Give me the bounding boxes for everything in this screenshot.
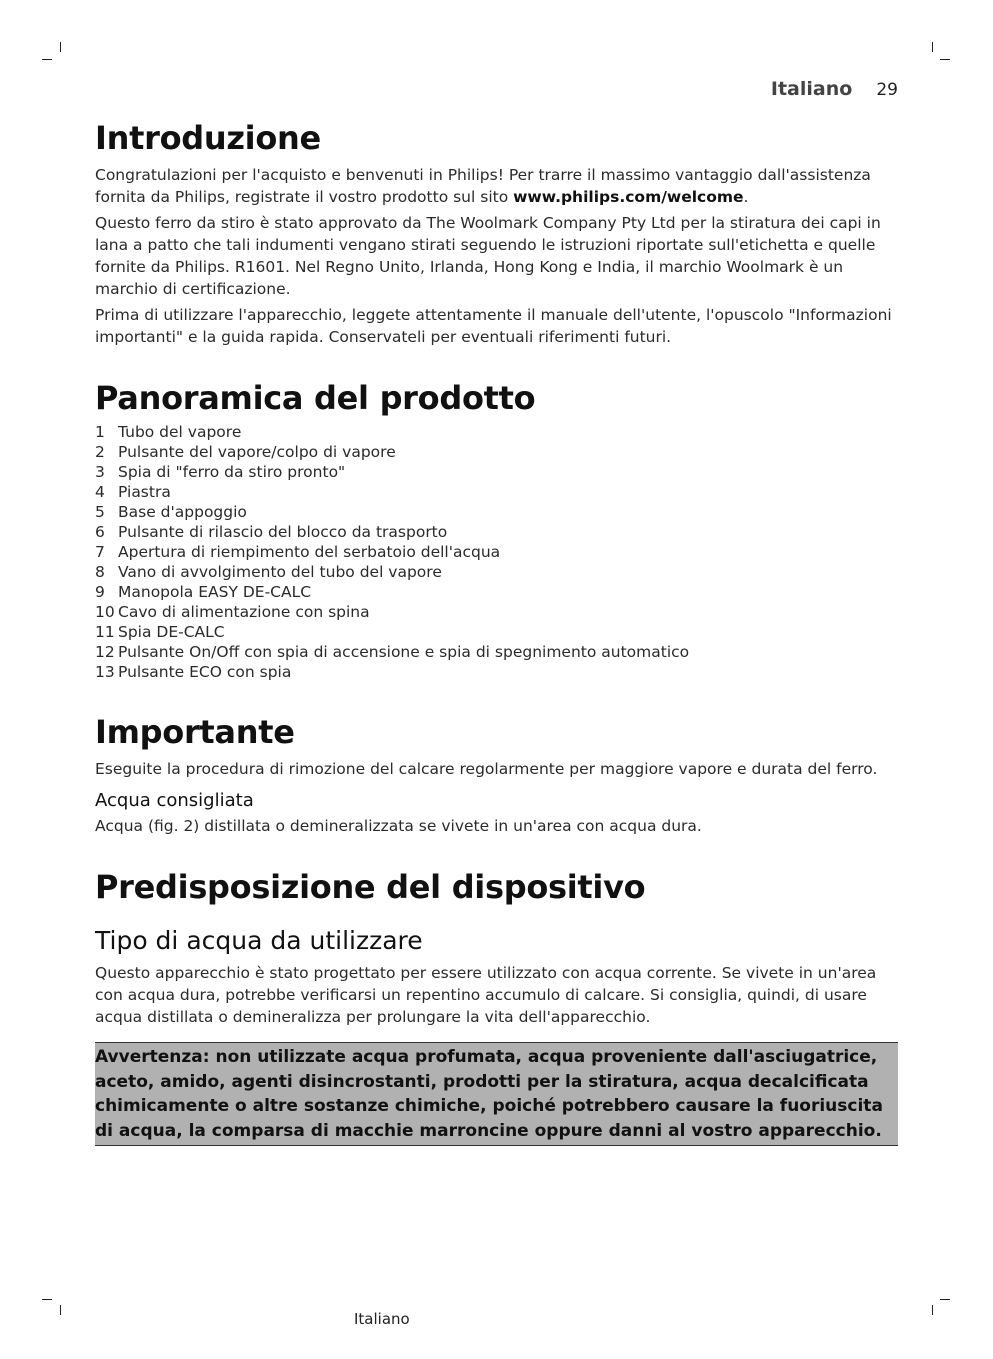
overview-item-label: Vano di avvolgimento del tubo del vapore	[118, 563, 442, 581]
section-important	[95, 712, 898, 837]
warning-box: Avvertenza: non utilizzate acqua profumata, acqua proveniente dall'asciugatrice, aceto, amido, agenti disincrostanti, prodotti per la stiratura, acqua decalcificata chimicamente o altre sostanze chimiche, poiché potrebbero causare la fuoriuscita di acqua, la comparsa di macchie marroncine oppure danni al vostro apparecchio.	[95, 1042, 898, 1146]
recommended-water-paragraph: Acqua (fig. 2) distillata o demineralizzata se vivete in un'area con acqua dura.	[95, 817, 702, 835]
water-type-paragraph: Questo apparecchio è stato progettato per essere utilizzato con acqua corrente. Se vivete in un'area con acqua dura, potrebbe verificarsi un repentino accumulo di calcare. Si consiglia, quindi, di usare acqua distillata o demineralizza per prolungare la vita dell'apparecchio.	[95, 964, 877, 1027]
header-language: Italiano	[770, 78, 853, 100]
intro-title: Introduzione	[95, 119, 321, 157]
page-footer: Italiano	[354, 1310, 410, 1328]
overview-item	[95, 582, 898, 602]
overview-item-label: Manopola EASY DE-CALC	[118, 583, 312, 601]
important-paragraph: Eseguite la procedura di rimozione del calcare regolarmente per maggiore vapore e durata del ferro.	[95, 760, 878, 778]
overview-item-label: Pulsante del vapore/colpo di vapore	[118, 443, 396, 461]
overview-item-number: 6	[95, 523, 105, 541]
overview-item-number: 5	[95, 503, 105, 521]
overview-item-number: 2	[95, 443, 105, 461]
intro-paragraph-1	[95, 164, 898, 208]
overview-item	[95, 602, 898, 622]
overview-item-label: Apertura di riempimento del serbatoio dell'acqua	[118, 543, 501, 561]
overview-item	[95, 462, 898, 482]
overview-item-number: 3	[95, 463, 105, 481]
overview-item-label: Piastra	[118, 483, 171, 501]
intro-p1-text: Congratulazioni per l'acquisto e benvenuti in Philips! Per trarre il massimo vantaggio dall'assistenza fornita da Philips, registrate il vostro prodotto sul sito	[95, 166, 871, 206]
overview-item-number: 13	[95, 663, 115, 681]
overview-item	[95, 562, 898, 582]
overview-title: Panoramica del prodotto	[95, 379, 536, 417]
intro-p1-end: .	[743, 188, 749, 206]
setup-title: Predisposizione del dispositivo	[95, 868, 646, 906]
overview-list	[95, 422, 898, 682]
overview-item-label: Spia DE-CALC	[118, 623, 225, 641]
overview-item-label: Pulsante ECO con spia	[118, 663, 292, 681]
crop-mark	[932, 1305, 933, 1315]
crop-mark	[940, 59, 950, 60]
overview-item-label: Tubo del vapore	[118, 423, 242, 441]
overview-item-number: 7	[95, 543, 105, 561]
water-type-subtitle: Tipo di acqua da utilizzare	[95, 926, 423, 955]
overview-item-number: 1	[95, 423, 105, 441]
important-title: Importante	[95, 713, 295, 751]
intro-paragraph-3: Prima di utilizzare l'apparecchio, leggete attentamente il manuale dell'utente, l'opuscolo "Informazioni importanti" e la guida rapida. Conservateli per eventuali riferimenti futuri.	[95, 306, 892, 346]
crop-mark	[60, 42, 61, 52]
overview-item-label: Cavo di alimentazione con spina	[118, 603, 370, 621]
page-header	[771, 78, 898, 100]
overview-item-number: 8	[95, 563, 105, 581]
section-setup	[95, 867, 898, 1146]
philips-welcome-link[interactable]: www.philips.com/welcome	[513, 188, 744, 206]
overview-item-number: 11	[95, 623, 115, 641]
overview-item-number: 9	[95, 583, 105, 601]
overview-item-number: 12	[95, 643, 115, 661]
overview-item	[95, 502, 898, 522]
overview-item	[95, 442, 898, 462]
overview-item-number: 4	[95, 483, 105, 501]
crop-mark	[940, 1299, 950, 1300]
intro-paragraph-2: Questo ferro da stiro è stato approvato da The Woolmark Company Pty Ltd per la stiratura dei capi in lana a patto che tali indumenti vengano stirati seguendo le istruzioni riportate sull'etichetta e quelle fornite da Philips. R1601. Nel Regno Unito, Irlanda, Hong Kong e India, il marchio Woolmark è un marchio di certificazione.	[95, 214, 881, 298]
overview-item-label: Spia di "ferro da stiro pronto"	[118, 463, 346, 481]
section-overview	[95, 378, 898, 682]
overview-item	[95, 622, 898, 642]
section-introduction	[95, 118, 898, 348]
crop-mark	[42, 59, 52, 60]
page-content	[95, 118, 898, 1170]
overview-item	[95, 642, 898, 662]
overview-item-label: Pulsante On/Off con spia di accensione e spia di spegnimento automatico	[118, 643, 690, 661]
overview-item	[95, 522, 898, 542]
overview-item	[95, 482, 898, 502]
crop-mark	[932, 42, 933, 52]
overview-item	[95, 542, 898, 562]
overview-item-label: Pulsante di rilascio del blocco da trasporto	[118, 523, 448, 541]
overview-item-number: 10	[95, 603, 115, 621]
crop-mark	[60, 1305, 61, 1315]
overview-item	[95, 662, 898, 682]
page-number: 29	[876, 80, 898, 100]
overview-item-label: Base d'appoggio	[118, 503, 247, 521]
recommended-water-subtitle: Acqua consigliata	[95, 790, 254, 811]
overview-item	[95, 422, 898, 442]
crop-mark	[42, 1299, 52, 1300]
